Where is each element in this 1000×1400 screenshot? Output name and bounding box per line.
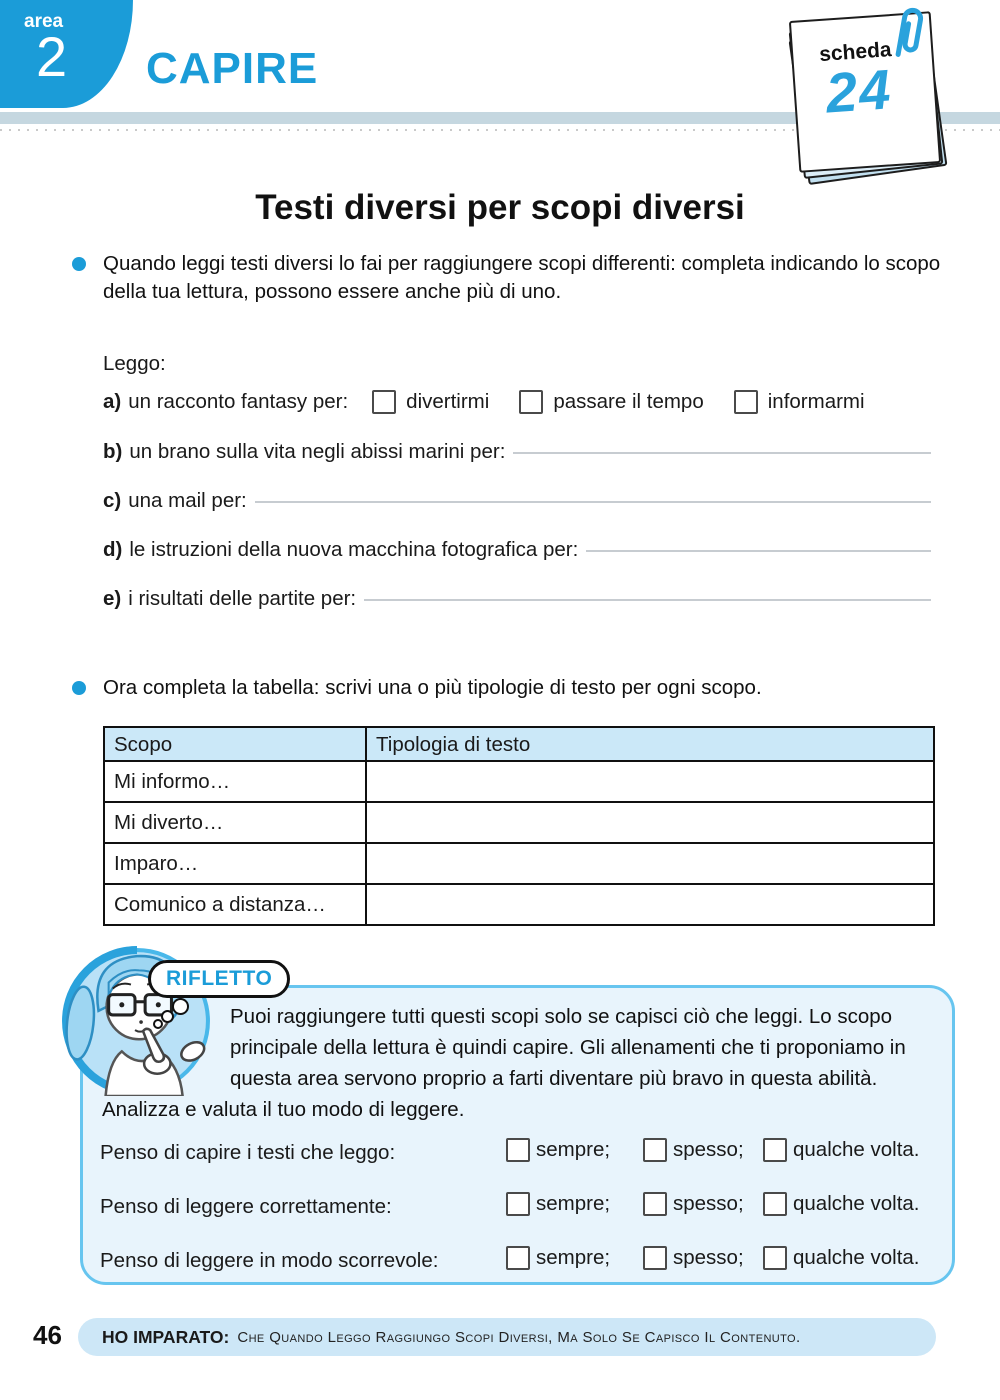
question-label: Penso di leggere correttamente: xyxy=(100,1195,392,1218)
table-row-label: Mi informo… xyxy=(105,762,367,803)
question-row xyxy=(100,1190,956,1244)
exercise1-instruction: Quando leggi testi diversi lo fai per raggiungere scopi differenti: completa indicando lo scopo della tua lettura, possono essere anche più di uno. xyxy=(72,250,945,306)
table-row-label: Comunico a distanza… xyxy=(105,885,367,924)
area-label: area xyxy=(24,11,64,32)
area-number: 2 xyxy=(36,25,68,88)
exercise1-item-e xyxy=(103,587,931,611)
exercise1-item-a xyxy=(103,390,933,414)
table-row-label: Imparo… xyxy=(105,844,367,885)
option-label: spesso; xyxy=(673,1246,744,1269)
footer-summary-pill xyxy=(78,1318,936,1356)
option-label: informarmi xyxy=(767,390,865,413)
scheda-label: scheda xyxy=(818,38,893,67)
checkbox[interactable] xyxy=(519,390,543,414)
section-title: CAPIRE xyxy=(146,44,319,93)
item-letter: c) xyxy=(103,489,122,512)
answer-line[interactable] xyxy=(513,452,931,454)
item-text: i risultati delle partite per: xyxy=(128,587,357,610)
option-spesso xyxy=(643,1246,744,1270)
option-label: qualche volta. xyxy=(793,1192,920,1215)
checkbox[interactable] xyxy=(506,1192,530,1216)
ho-imparato-text: Che Quando Leggo Raggiungo Scopi Diversi, Ma Solo Se Capisco Il Contenuto. xyxy=(237,1328,801,1346)
page-title: Testi diversi per scopi diversi xyxy=(255,188,745,227)
thought-bubble xyxy=(153,1019,163,1029)
item-text: le istruzioni della nuova macchina fotografica per: xyxy=(129,538,579,561)
scheda-number: 24 xyxy=(823,57,895,125)
riflettto-text xyxy=(83,988,952,1125)
scheda-note-card xyxy=(790,14,940,179)
answer-line[interactable] xyxy=(586,550,931,552)
option-sempre xyxy=(506,1246,610,1270)
option-qualche-volta xyxy=(763,1138,920,1162)
thought-bubble xyxy=(161,1010,174,1023)
item-text: un brano sulla vita negli abissi marini per: xyxy=(129,440,506,463)
checkbox[interactable] xyxy=(506,1138,530,1162)
table-answer-cell[interactable] xyxy=(367,885,933,924)
option-informarmi xyxy=(734,390,865,414)
question-row xyxy=(100,1136,956,1190)
option-qualche-volta xyxy=(763,1192,920,1216)
table-answer-cell[interactable] xyxy=(367,844,933,885)
exercise1-item-d xyxy=(103,538,931,562)
option-label: sempre; xyxy=(536,1192,611,1215)
checkbox[interactable] xyxy=(734,390,758,414)
option-label: passare il tempo xyxy=(553,390,704,413)
item-letter: e) xyxy=(103,587,122,610)
answer-line[interactable] xyxy=(364,599,931,601)
table-header-tipologia: Tipologia di testo xyxy=(367,728,933,762)
item-text: un racconto fantasy per: xyxy=(128,390,349,413)
checkbox[interactable] xyxy=(643,1246,667,1270)
scopo-table xyxy=(103,726,935,926)
question-label: Penso di capire i testi che leggo: xyxy=(100,1141,396,1164)
option-label: sempre; xyxy=(536,1138,611,1161)
checkbox[interactable] xyxy=(506,1246,530,1270)
exercise2-instruction: Ora completa la tabella: scrivi una o più tipologie di testo per ogni scopo. xyxy=(72,674,963,702)
table-row-label: Mi diverto… xyxy=(105,803,367,844)
page-number: 46 xyxy=(33,1320,62,1350)
thought-bubble xyxy=(172,998,189,1015)
ho-imparato-label: HO IMPARATO: xyxy=(102,1326,230,1347)
option-label: spesso; xyxy=(673,1192,744,1215)
area-badge xyxy=(0,0,133,108)
table-header-scopo: Scopo xyxy=(105,728,367,762)
riflettto-paragraph: Puoi raggiungere tutti questi scopi solo se capisci ciò che leggi. Lo scopo principale della lettura è quindi capire. Gli allenamenti che ti proponiamo in questa area servono proprio a farti diventare più bravo in questa abilità. Analizza e valuta il tuo modo di leggere. xyxy=(102,1005,906,1121)
item-text: una mail per: xyxy=(128,489,247,512)
exercise1-item-b xyxy=(103,440,931,464)
option-sempre xyxy=(506,1138,610,1162)
exercise1-intro: Leggo: xyxy=(103,352,166,375)
option-label: spesso; xyxy=(673,1138,744,1161)
question-row xyxy=(100,1244,956,1298)
table-answer-cell[interactable] xyxy=(367,803,933,844)
checkbox[interactable] xyxy=(763,1138,787,1162)
option-label: sempre; xyxy=(536,1246,611,1269)
checkbox[interactable] xyxy=(643,1192,667,1216)
riflettto-badge: RIFLETTO xyxy=(148,960,290,998)
option-label: qualche volta. xyxy=(793,1246,920,1269)
checkbox[interactable] xyxy=(763,1246,787,1270)
item-letter: a) xyxy=(103,390,122,413)
option-qualche-volta xyxy=(763,1246,920,1270)
option-spesso xyxy=(643,1192,744,1216)
answer-line[interactable] xyxy=(255,501,931,503)
option-label: qualche volta. xyxy=(793,1138,920,1161)
option-sempre xyxy=(506,1192,610,1216)
item-letter: d) xyxy=(103,538,123,561)
item-letter: b) xyxy=(103,440,123,463)
question-label: Penso di leggere in modo scorrevole: xyxy=(100,1249,439,1272)
exercise1-item-c xyxy=(103,489,931,513)
checkbox[interactable] xyxy=(372,390,396,414)
option-divertirmi xyxy=(372,390,489,414)
self-assessment-questions xyxy=(100,1136,956,1298)
checkbox[interactable] xyxy=(643,1138,667,1162)
checkbox[interactable] xyxy=(763,1192,787,1216)
option-label: divertirmi xyxy=(406,390,490,413)
option-spesso xyxy=(643,1138,744,1162)
table-answer-cell[interactable] xyxy=(367,762,933,803)
option-passare-il-tempo xyxy=(519,390,703,414)
